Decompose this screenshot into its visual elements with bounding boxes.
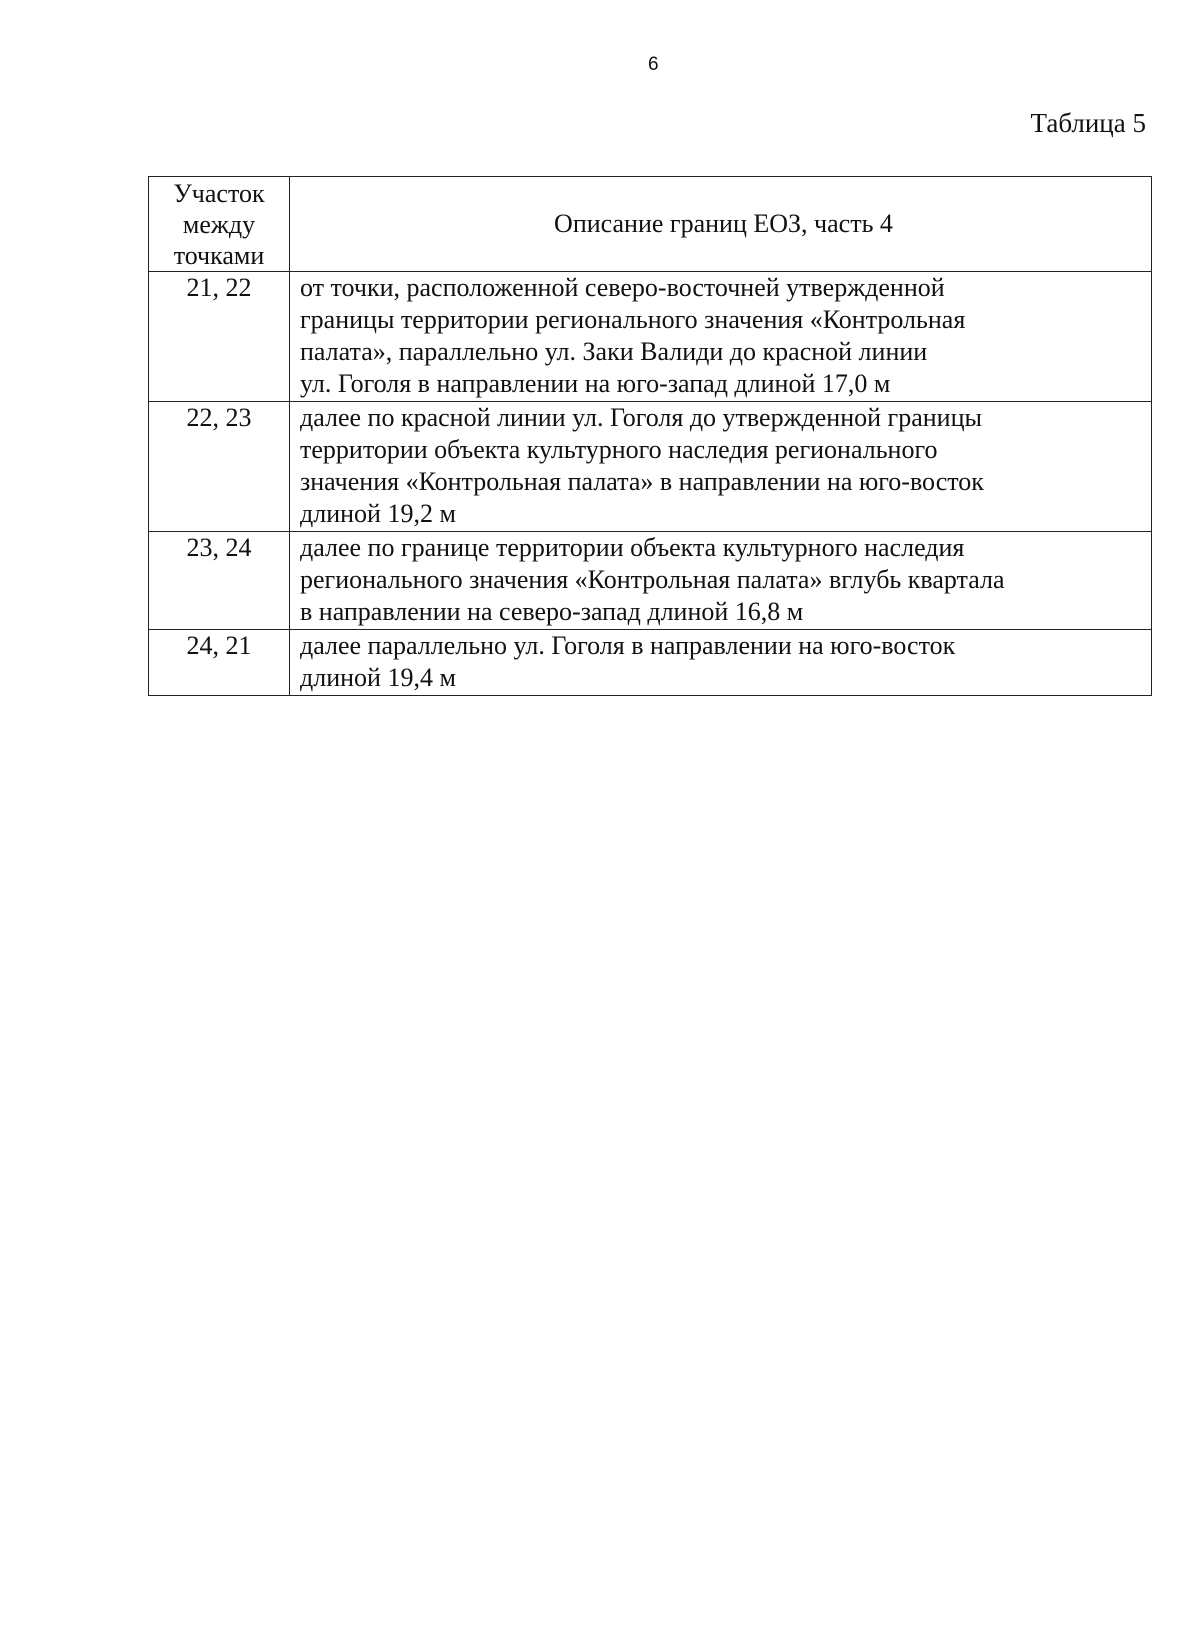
description-line: ул. Гоголя в направлении на юго-запад длиной 17,0 м (300, 369, 891, 398)
page-number: 6 (648, 54, 659, 75)
segment-cell: 23, 24 (149, 532, 290, 630)
description-line: далее параллельно ул. Гоголя в направлении на юго-восток (300, 631, 956, 660)
table-row (149, 532, 1152, 630)
description-line: регионального значения «Контрольная палата» вглубь квартала (300, 565, 1005, 594)
description-line: в направлении на северо-запад длиной 16,8 м (300, 597, 804, 626)
description-line: от точки, расположенной северо-восточней утвержденной (300, 273, 945, 302)
description-cell (290, 532, 1152, 630)
description-line: границы территории регионального значения «Контрольная (300, 305, 966, 334)
description-line: территории объекта культурного наследия регионального (300, 435, 938, 464)
table-row (149, 630, 1152, 696)
segment-header-line: Участок (173, 179, 265, 208)
description-line: длиной 19,4 м (300, 663, 456, 692)
description-cell (290, 402, 1152, 532)
segment-cell: 21, 22 (149, 272, 290, 402)
segment-column-header (149, 177, 290, 272)
table-header-row (149, 177, 1152, 272)
description-cell (290, 272, 1152, 402)
description-line: палата», параллельно ул. Заки Валиди до красной линии (300, 337, 928, 366)
segment-header-line: между (182, 210, 256, 239)
segment-cell: 22, 23 (149, 402, 290, 532)
table-caption: Таблица 5 (1030, 108, 1146, 138)
description-column-header: Описание границ ЕОЗ, часть 4 (290, 177, 1152, 272)
description-line: длиной 19,2 м (300, 499, 456, 528)
segment-cell: 24, 21 (149, 630, 290, 696)
description-cell (290, 630, 1152, 696)
table-row (149, 272, 1152, 402)
description-line: далее по красной линии ул. Гоголя до утвержденной границы (300, 403, 982, 432)
table-row (149, 402, 1152, 532)
boundary-table (148, 176, 1152, 696)
segment-header-line: точками (173, 241, 265, 270)
description-line: значения «Контрольная палата» в направлении на юго-восток (300, 467, 984, 496)
description-line: далее по границе территории объекта культурного наследия (300, 533, 965, 562)
